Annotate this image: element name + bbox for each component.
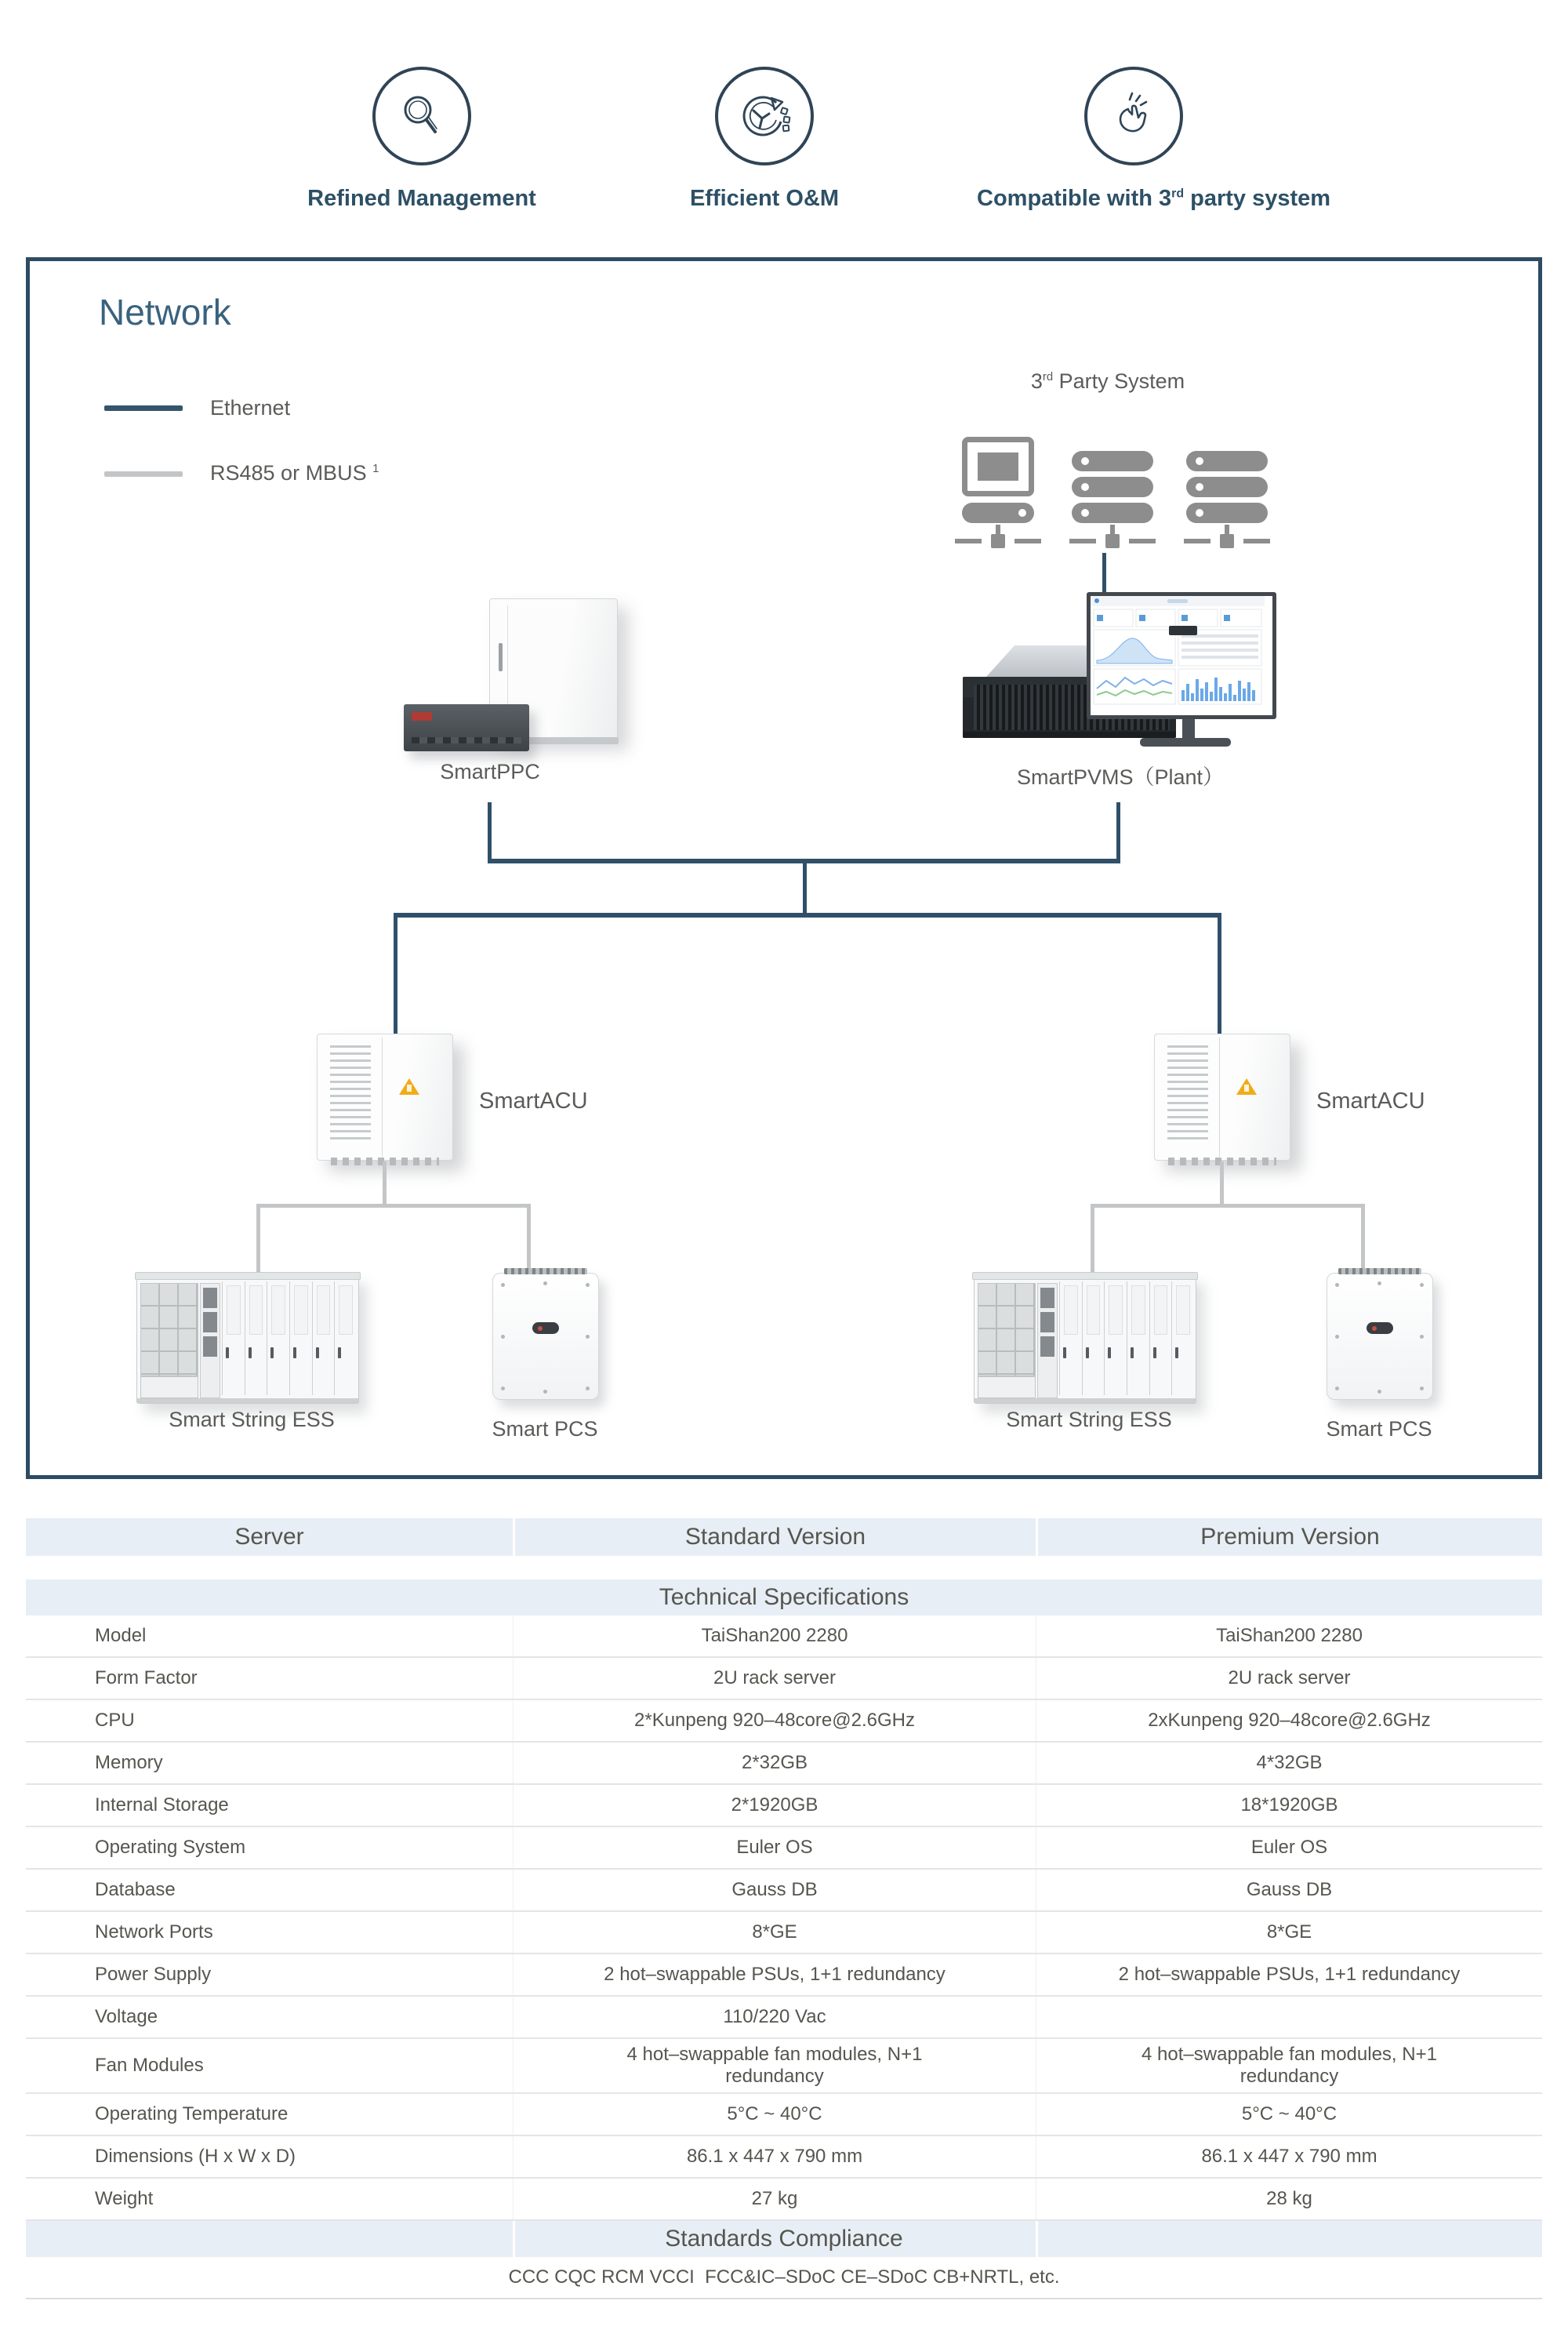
spec-premium-value: 18*1920GB [1036, 1785, 1542, 1826]
spec-premium-value: 2U rack server [1036, 1658, 1542, 1699]
rs485-line [1091, 1208, 1094, 1272]
smart-string-ess-label: Smart String ESS [1006, 1408, 1172, 1431]
table-row [26, 2039, 1542, 2094]
smartacu-illustration [1154, 1034, 1290, 1161]
rs485-line [1220, 1161, 1224, 1207]
table-row [26, 2094, 1542, 2136]
rs485-bus [1091, 1204, 1365, 1208]
smartacu-illustration [317, 1034, 453, 1161]
magnifier-icon [372, 67, 471, 165]
section-standards-compliance [26, 2221, 1542, 2257]
smart-pcs-illustration [1327, 1273, 1433, 1400]
snap-hand-icon [1084, 67, 1183, 165]
compliance-standards-list: CCC CQC RCM VCCI FCC&IC–SDoC CE–SDoC CB+NRTL, etc. [26, 2257, 1542, 2299]
spec-label: Weight [95, 2188, 154, 2209]
section-title: Standards Compliance [665, 2226, 903, 2252]
feature-label: Refined Management [307, 186, 536, 211]
table-header-row [26, 1518, 1542, 1556]
table-row [26, 1743, 1542, 1785]
spec-label: Network Ports [95, 1921, 213, 1943]
table-row [26, 1700, 1542, 1743]
spec-standard-value: 2 hot–swappable PSUs, 1+1 redundancy [513, 1954, 1036, 1995]
table-row [26, 1785, 1542, 1827]
network-panel [26, 257, 1542, 1479]
server-stack-icon [1184, 445, 1270, 554]
column-header-premium: Premium Version [1036, 1518, 1542, 1556]
spec-premium-value: 2 hot–swappable PSUs, 1+1 redundancy [1036, 1954, 1542, 1995]
spec-standard-value: 2*1920GB [513, 1785, 1036, 1826]
table-row [26, 1616, 1542, 1658]
spec-standard-value: Gauss DB [513, 1870, 1036, 1910]
smart-pcs-illustration [492, 1273, 599, 1400]
spec-premium-value: 2xKunpeng 920–48core@2.6GHz [1036, 1700, 1542, 1741]
spec-standard-value: 4 hot–swappable fan modules, N+1 redundancy [513, 2039, 1036, 2092]
smart-pcs-label: Smart PCS [1326, 1417, 1432, 1441]
rs485-line [383, 1161, 387, 1207]
table-row [26, 2179, 1542, 2221]
ethernet-line [488, 802, 492, 862]
ethernet-bus [394, 913, 1221, 918]
spec-standard-value: TaiShan200 2280 [513, 1616, 1036, 1656]
feature-compatible-3rd-party [977, 67, 1331, 212]
server-spec-table [26, 1518, 1542, 2299]
spec-standard-value: 27 kg [513, 2179, 1036, 2219]
spec-label: Internal Storage [95, 1794, 229, 1815]
spec-standard-value: 2*Kunpeng 920–48core@2.6GHz [513, 1700, 1036, 1741]
spec-standard-value: 2U rack server [513, 1658, 1036, 1699]
ethernet-line [803, 863, 807, 916]
spec-standard-value: 8*GE [513, 1912, 1036, 1953]
spec-rows [26, 1616, 1542, 2221]
column-header-server: Server [234, 1524, 304, 1550]
table-row [26, 2136, 1542, 2179]
smartppc-illustration [404, 598, 627, 751]
spec-label: CPU [95, 1710, 135, 1731]
feature-refined-management [265, 67, 579, 212]
spec-premium-value: 4 hot–swappable fan modules, N+1 redundancy [1036, 2039, 1542, 2092]
legend-ethernet-label: Ethernet [210, 396, 291, 420]
table-row [26, 1870, 1542, 1912]
efficiency-cycle-icon [715, 67, 814, 165]
third-party-system-label: 3rd Party System [1030, 369, 1185, 393]
table-spacer [26, 1556, 1542, 1579]
ethernet-line [1218, 918, 1221, 1034]
spec-premium-value: 28 kg [1036, 2179, 1542, 2219]
spec-label: Memory [95, 1752, 163, 1773]
third-party-system-icons [955, 437, 1270, 554]
spec-standard-value: 2*32GB [513, 1743, 1036, 1783]
table-row [26, 1827, 1542, 1870]
table-row [26, 1954, 1542, 1997]
spec-standard-value: 110/220 Vac [513, 1997, 1036, 2037]
ethernet-line [1116, 802, 1120, 862]
feature-label: Efficient O&M [689, 186, 840, 211]
smart-string-ess-illustration [136, 1274, 359, 1404]
smartacu-label: SmartACU [1316, 1089, 1425, 1114]
dashboard-screen [1087, 592, 1276, 719]
spec-premium-value: 5°C ~ 40°C [1036, 2094, 1542, 2135]
smart-string-ess-label: Smart String ESS [169, 1408, 335, 1431]
column-separator [513, 2221, 515, 2257]
rs485-line [1361, 1208, 1365, 1272]
spec-premium-value: 4*32GB [1036, 1743, 1542, 1783]
feature-label: Compatible with 3rd party system [977, 186, 1331, 211]
smartpvms-illustration [963, 592, 1276, 751]
spec-label: Form Factor [95, 1667, 198, 1688]
spec-standard-value: Euler OS [513, 1827, 1036, 1868]
spec-label: Voltage [95, 2006, 158, 2027]
spec-premium-value: 86.1 x 447 x 790 mm [1036, 2136, 1542, 2177]
smartppc-label: SmartPPC [440, 760, 540, 783]
rs485-line [256, 1208, 260, 1272]
table-row [26, 1997, 1542, 2039]
desktop-computer-icon [955, 437, 1041, 554]
spec-premium-value: Euler OS [1036, 1827, 1542, 1868]
spec-label: Operating System [95, 1837, 246, 1858]
feature-efficient-om [608, 67, 921, 212]
table-row [26, 1658, 1542, 1700]
column-separator [1036, 2221, 1038, 2257]
ethernet-line [394, 918, 397, 1034]
server-stack-icon [1069, 445, 1156, 554]
table-row [26, 1912, 1542, 1954]
spec-premium-value: TaiShan200 2280 [1036, 1616, 1542, 1656]
network-section-title: Network [99, 292, 231, 333]
legend-ethernet-line [104, 405, 183, 411]
rs485-line [527, 1208, 531, 1272]
spec-label: Power Supply [95, 1964, 212, 1985]
rs485-bus [256, 1204, 531, 1208]
smart-pcs-label: Smart PCS [492, 1417, 598, 1441]
legend-rs485-line [104, 471, 183, 477]
spec-premium-value: 8*GE [1036, 1912, 1542, 1953]
column-header-standard: Standard Version [513, 1518, 1036, 1556]
spec-premium-value [1036, 1997, 1542, 2037]
legend-rs485-label: RS485 or MBUS $^1$ [210, 461, 379, 485]
spec-standard-value: 86.1 x 447 x 790 mm [513, 2136, 1036, 2177]
spec-label: Operating Temperature [95, 2103, 289, 2124]
spec-label: Database [95, 1879, 176, 1900]
spec-label: Model [95, 1625, 147, 1646]
smartacu-label: SmartACU [479, 1089, 588, 1114]
spec-label: Dimensions (H x W x D) [95, 2146, 296, 2167]
smartpvms-label: SmartPVMS（Plant） [1016, 765, 1225, 789]
spec-premium-value: Gauss DB [1036, 1870, 1542, 1910]
smart-string-ess-illustration [974, 1274, 1196, 1404]
section-title: Technical Specifications [659, 1584, 909, 1610]
spec-label: Fan Modules [95, 2055, 204, 2076]
section-technical-specifications [26, 1579, 1542, 1616]
spec-standard-value: 5°C ~ 40°C [513, 2094, 1036, 2135]
